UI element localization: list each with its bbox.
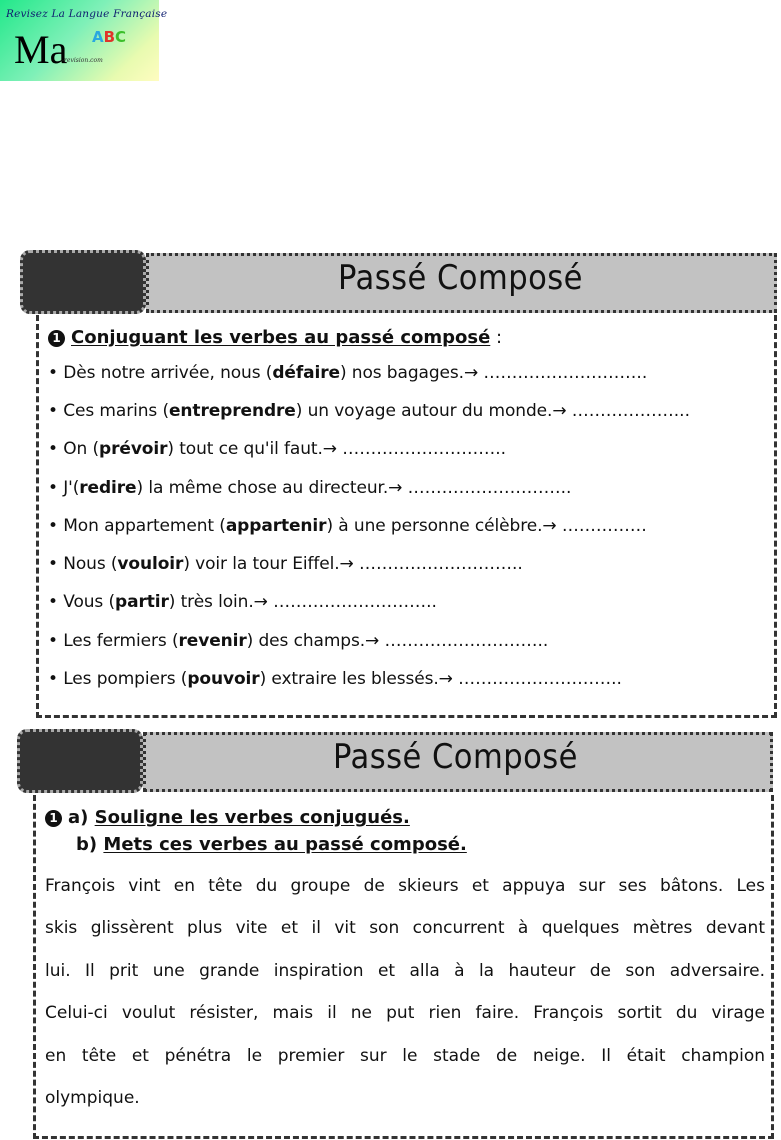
answer-blank[interactable]: …………… xyxy=(561,516,647,536)
banner-dark-tab xyxy=(20,250,146,314)
exercise-item: • Les fermiers (revenir) des champs.→ ……………………….. xyxy=(48,631,549,651)
arrow-right-icon: → xyxy=(388,478,403,498)
paragraph-line: skis glissèrent plus vite et il vit son concurrent à quelques mètres devant xyxy=(45,918,765,939)
arrow-right-icon: → xyxy=(253,592,268,612)
section2-banner xyxy=(17,729,773,793)
exercise-item: • Les pompiers (pouvoir) extraire les blessés.→ ……………………….. xyxy=(48,669,622,689)
answer-blank[interactable]: ……………………….. xyxy=(359,554,523,574)
logo-domain: -revision.com xyxy=(62,57,103,64)
section2-title: Passé Composé xyxy=(333,737,578,777)
answer-blank[interactable]: ……………………….. xyxy=(483,363,648,383)
paragraph-line: Celui-ci voulut résister, mais il ne put rien faire. François sortit du virage xyxy=(45,1003,765,1024)
section1-banner xyxy=(20,250,777,314)
number-one-badge-icon: 1 xyxy=(45,810,62,827)
section1-title: Passé Composé xyxy=(338,258,583,298)
answer-blank[interactable]: ……………………….. xyxy=(407,478,572,498)
arrow-right-icon: → xyxy=(542,516,557,536)
answer-blank[interactable]: ……………………….. xyxy=(384,631,549,651)
arrow-right-icon: → xyxy=(365,631,380,651)
exercise-item: • On (prévoir) tout ce qu'il faut.→ ……………………….. xyxy=(48,439,507,459)
number-one-badge-icon: 1 xyxy=(48,330,65,347)
paragraph-line: François vint en tête du groupe de skieurs et appuya sur ses bâtons. Les xyxy=(45,876,765,896)
section2-instruction-a: 1 a) Souligne les verbes conjugués. xyxy=(45,807,410,828)
paragraph-line: lui. Il prit une grande inspiration et alla à la hauteur de son adversaire. xyxy=(45,960,765,981)
exercise-item: • Dès notre arrivée, nous (défaire) nos bagages.→ ……………………….. xyxy=(48,363,648,383)
section1-instruction: 1 Conjuguant les verbes au passé composé : xyxy=(48,327,502,348)
arrow-right-icon: → xyxy=(552,401,567,421)
exercise-item: • J'(redire) la même chose au directeur.→ ……………………….. xyxy=(48,478,572,498)
paragraph-line: en tête et pénétra le premier sur le stade de neige. Il était champion xyxy=(45,1045,765,1066)
answer-blank[interactable]: ……………………….. xyxy=(342,439,507,459)
banner-dark-tab xyxy=(17,729,143,793)
exercise-item: • Mon appartement (appartenir) à une personne célèbre.→ …………… xyxy=(48,516,647,536)
exercise-item: • Ces marins (entreprendre) un voyage autour du monde.→ ………………... xyxy=(48,401,690,421)
logo-brand: Ma xyxy=(14,27,68,72)
site-logo xyxy=(0,0,168,81)
arrow-right-icon: → xyxy=(322,439,337,459)
answer-blank[interactable]: ……………………….. xyxy=(458,669,622,689)
paragraph-line: olympique. xyxy=(45,1087,140,1108)
exercise-item: • Vous (partir) très loin.→ ……………………….. xyxy=(48,592,437,612)
arrow-right-icon: → xyxy=(339,554,354,574)
logo-tagline: Revisez La Langue Française xyxy=(6,8,168,20)
answer-blank[interactable]: ………………... xyxy=(571,401,690,421)
abc-icon: ABC xyxy=(92,28,127,46)
arrow-right-icon: → xyxy=(438,669,453,689)
arrow-right-icon: → xyxy=(463,363,479,383)
exercise-item: • Nous (vouloir) voir la tour Eiffel.→ ……………………….. xyxy=(48,554,523,574)
section2-instruction-b: b) Mets ces verbes au passé composé. xyxy=(76,834,467,855)
exercise-paragraph xyxy=(45,865,765,1119)
answer-blank[interactable]: ……………………….. xyxy=(273,592,437,612)
